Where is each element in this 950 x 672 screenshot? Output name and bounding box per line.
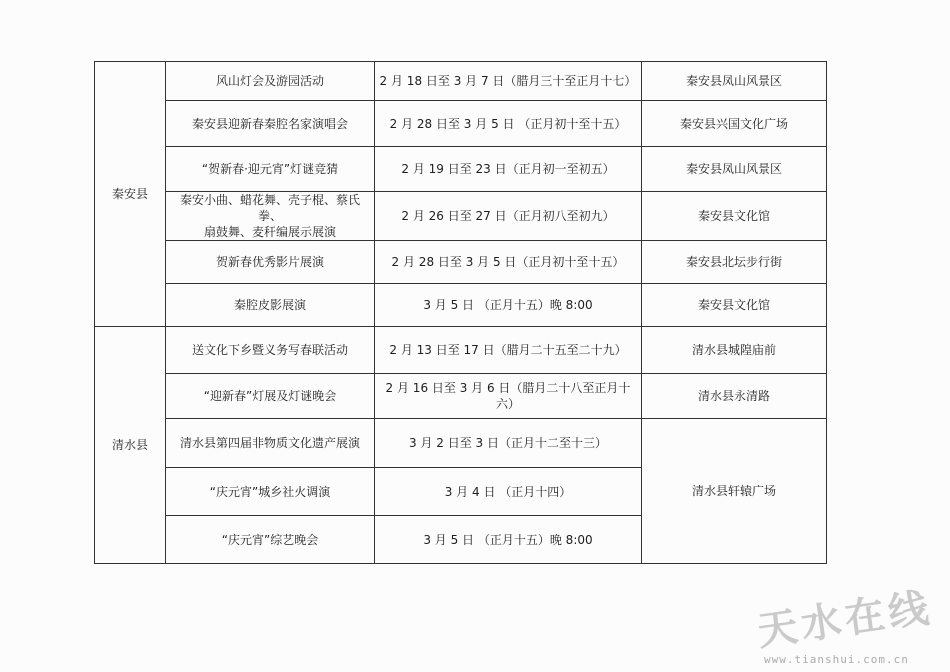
table-row xyxy=(95,147,827,192)
date-cell: 2 月 28 日至 3 月 5 日 （正月初十至十五） xyxy=(375,101,642,147)
date-cell: 2 月 13 日至 17 日（腊月二十五至二十九） xyxy=(375,327,642,374)
venue-cell: 清水县永清路 xyxy=(642,374,827,419)
event-cell: 送文化下乡暨义务写春联活动 xyxy=(166,327,375,374)
table-row xyxy=(95,284,827,327)
venue-cell: 秦安县北坛步行街 xyxy=(642,241,827,284)
event-cell: “庆元宵”城乡社火调演 xyxy=(166,468,375,516)
date-cell: 3 月 2 日至 3 日（正月十二至十三） xyxy=(375,419,642,468)
event-cell: 贺新春优秀影片展演 xyxy=(166,241,375,284)
table-row xyxy=(95,419,827,468)
event-cell: “贺新春·迎元宵”灯谜竞猜 xyxy=(166,147,375,192)
venue-cell: 清水县城隍庙前 xyxy=(642,327,827,374)
event-cell: 清水县第四届非物质文化遗产展演 xyxy=(166,419,375,468)
date-cell: 3 月 5 日 （正月十五）晚 8:00 xyxy=(375,284,642,327)
venue-cell-merged: 清水县轩辕广场 xyxy=(642,419,827,564)
table-row xyxy=(95,241,827,284)
watermark-logo: 天水在线 xyxy=(754,583,936,656)
table-row xyxy=(95,62,827,101)
event-cell xyxy=(166,192,375,241)
venue-cell: 秦安县凤山风景区 xyxy=(642,62,827,101)
event-cell: 秦安县迎新春秦腔名家演唱会 xyxy=(166,101,375,147)
date-cell: 2 月 18 日至 3 月 7 日（腊月三十至正月十七） xyxy=(375,62,642,101)
event-schedule-table xyxy=(94,61,827,564)
venue-cell: 秦安县凤山风景区 xyxy=(642,147,827,192)
county-cell-qinan: 秦安县 xyxy=(95,62,166,327)
table-row xyxy=(95,192,827,241)
date-cell: 2 月 28 日至 3 月 5 日（正月初十至十五） xyxy=(375,241,642,284)
event-cell: “迎新春”灯展及灯谜晚会 xyxy=(166,374,375,419)
event-cell: 风山灯会及游园活动 xyxy=(166,62,375,101)
date-cell: 3 月 4 日 （正月十四） xyxy=(375,468,642,516)
venue-cell: 秦安县兴国文化广场 xyxy=(642,101,827,147)
event-line: 秦安小曲、蜡花舞、壳子棍、蔡氏拳、 xyxy=(179,193,360,223)
table-row xyxy=(95,327,827,374)
venue-cell: 秦安县文化馆 xyxy=(642,284,827,327)
event-cell: 秦腔皮影展演 xyxy=(166,284,375,327)
date-cell: 3 月 5 日 （正月十五）晚 8:00 xyxy=(375,516,642,564)
date-cell: 2 月 19 日至 23 日（正月初一至初五） xyxy=(375,147,642,192)
venue-cell: 秦安县文化馆 xyxy=(642,192,827,241)
table-row xyxy=(95,374,827,419)
event-line: 扇鼓舞、麦秆编展示展演 xyxy=(203,225,336,239)
county-cell-qingshui: 清水县 xyxy=(95,327,166,564)
event-cell: “庆元宵”综艺晚会 xyxy=(166,516,375,564)
table-row xyxy=(95,101,827,147)
site-watermark xyxy=(750,583,940,668)
date-cell: 2 月 26 日至 27 日（正月初八至初九） xyxy=(375,192,642,241)
watermark-url: www.tianshui.com.cn xyxy=(764,653,909,666)
date-cell: 2 月 16 日至 3 月 6 日（腊月二十八至正月十六） xyxy=(375,374,642,419)
